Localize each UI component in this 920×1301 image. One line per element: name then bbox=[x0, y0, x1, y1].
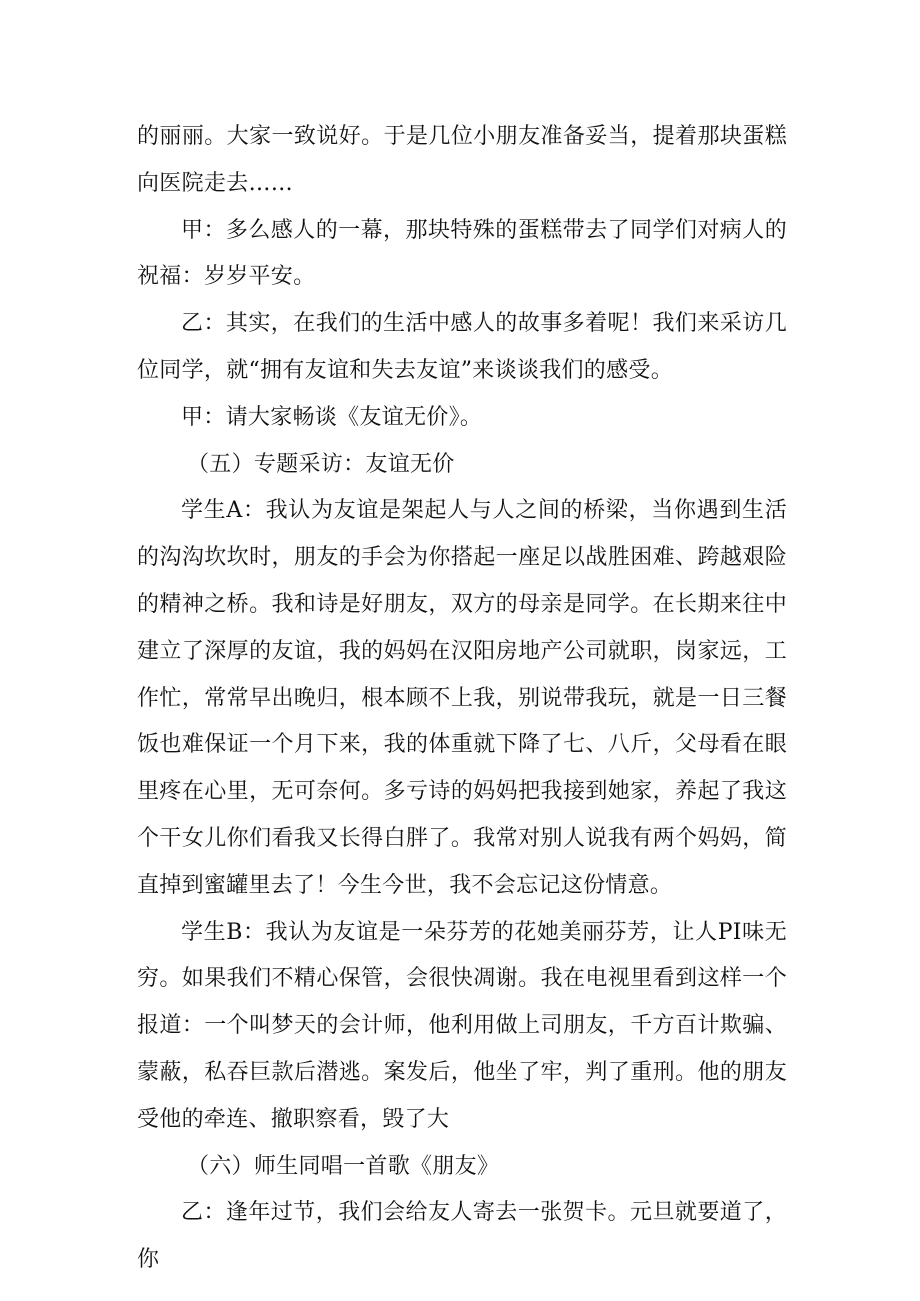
section-heading-6: （六）师生同唱一首歌《朋友》 bbox=[187, 1153, 500, 1179]
paragraph-jia-1: 甲：多么感人的一幕，那块特殊的蛋糕带去了同学们对病人的祝福：岁岁平安。 bbox=[137, 217, 787, 290]
document-body bbox=[137, 114, 787, 1284]
paragraph-jia-2: 甲：请大家畅谈《友谊无价》。 bbox=[181, 404, 483, 430]
paragraph-continuation: 的丽丽。大家一致说好。于是几位小朋友准备妥当，提着那块蛋糕向医院走去…… bbox=[137, 124, 787, 196]
paragraph-student-b: 学生B：我认为友谊是一朵芬芳的花她美丽芬芳，让人PI味无穷。如果我们不精心保管，会很快凋谢。我在电视里看到这样一个报道：一个叫梦天的会计师，他利用做上司朋友，千方百计欺骗、蒙蔽，私吞巨款后潜逃。案发后，他坐了牢，判了重刑。他的朋友受他的牵连、撤职察看，毁了大 bbox=[137, 919, 787, 1132]
section-heading-5: （五）专题采访：友谊无价 bbox=[187, 451, 455, 477]
paragraph-student-a: 学生A：我认为友谊是架起人与人之间的桥梁，当你遇到生活的沟沟坎坎时，朋友的手会为你搭起一座足以战胜困难、跨越艰险的精神之桥。我和诗是好朋友，双方的母亲是同学。在长期来往中建立了深厚的友谊，我的妈妈在汉阳房地产公司就职，岗家远，工作忙，常常早出晚归，根本顾不上我，别说带我玩，就是一日三餐饭也难保证一个月下来，我的体重就下降了七、八斤，父母看在眼里疼在心里，无可奈何。多亏诗的妈妈把我接到她家，养起了我这个干女儿你们看我又长得白胖了。我常对别人说我有两个妈妈，简直掉到蜜罐里去了！今生今世，我不会忘记这份情意。 bbox=[137, 498, 787, 898]
paragraph-yi-1: 乙：其实，在我们的生活中感人的故事多着呢！我们来采访几位同学，就“拥有友谊和失去友谊”来谈谈我们的感受。 bbox=[137, 311, 787, 383]
paragraph-yi-2: 乙：逢年过节，我们会给友人寄去一张贺卡。元旦就要道了，你 bbox=[137, 1200, 787, 1273]
